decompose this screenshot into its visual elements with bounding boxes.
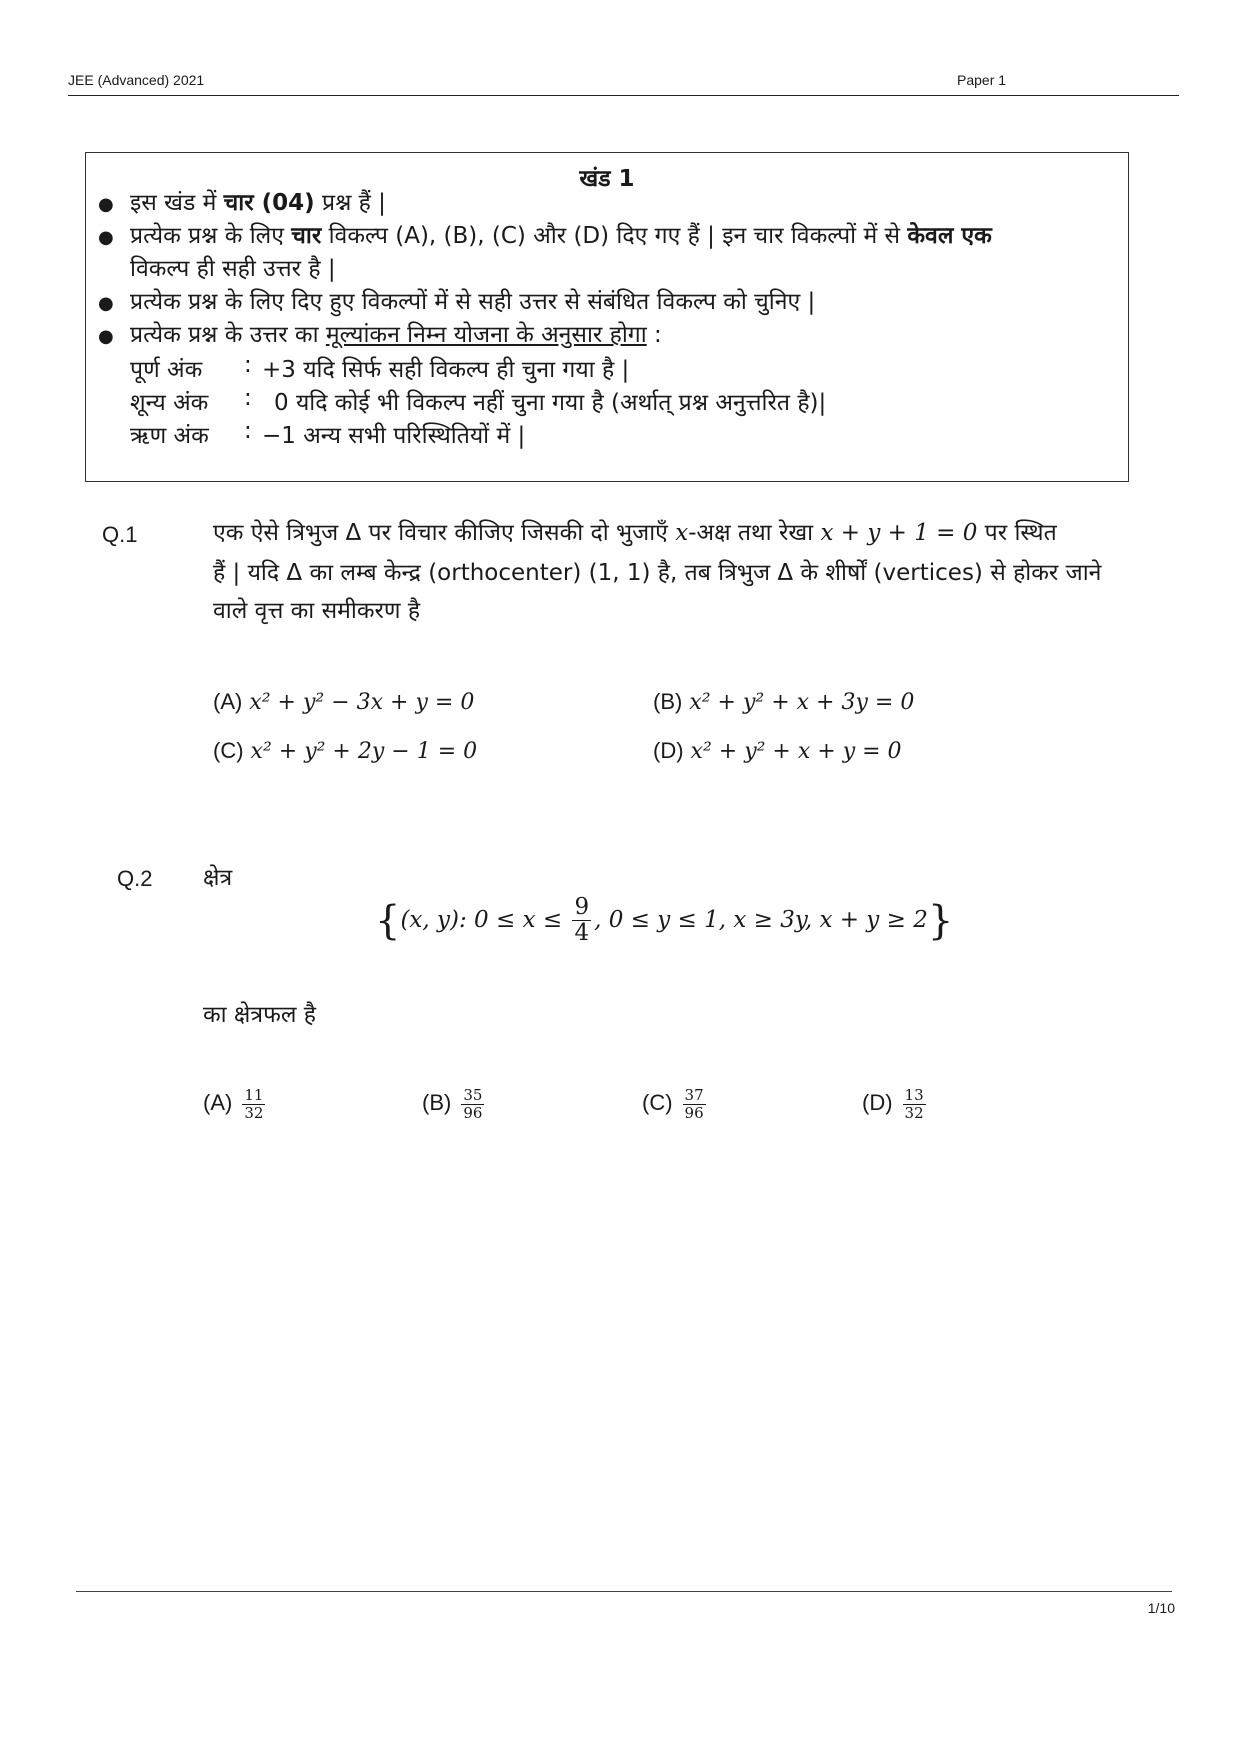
question-1-option-d[interactable]: (D) x² + y² + x + y = 0 xyxy=(653,738,902,764)
paper-label: Paper 1 xyxy=(957,72,1007,88)
question-1-option-a[interactable]: (A) x² + y² − 3x + y = 0 xyxy=(213,689,475,715)
fraction: $\frac{13}{32}$ xyxy=(904,1086,924,1122)
fraction: $\frac{37}{96}$ xyxy=(684,1086,704,1122)
marking-zero-value: 0 यदि कोई भी विकल्प नहीं चुना गया है (अर्थात् प्रश्न अनुत्तरित है)| xyxy=(274,390,827,416)
question-1-line-3: वाले वृत्त का समीकरण है xyxy=(213,598,421,624)
question-1-number: Q.1 xyxy=(102,522,138,547)
bullet-icon: ● xyxy=(98,326,114,347)
fraction: $\frac{11}{32}$ xyxy=(244,1086,264,1122)
question-2-option-a[interactable]: (A) $\frac{11}{32}$ xyxy=(203,1086,264,1122)
footer-divider xyxy=(76,1591,1172,1592)
fraction: $\frac{9}{4}$ xyxy=(574,894,590,947)
question-2-number: Q.2 xyxy=(117,866,153,891)
section-instructions-box xyxy=(85,152,1129,482)
bullet-icon: ● xyxy=(98,194,114,215)
marking-colon: : xyxy=(244,352,252,378)
page-number: 1/10 xyxy=(1147,1600,1175,1616)
instruction-4: प्रत्येक प्रश्न के उत्तर का मूल्यांकन निम्न योजना के अनुसार होगा : xyxy=(130,322,662,348)
instruction-1: इस खंड में चार (04) प्रश्न हैं | xyxy=(130,190,386,216)
question-2-region-expression: {(x, y): 0 ≤ x ≤ $\frac{9}{4}$ , 0 ≤ y ≤ 1, x ≥ 3y, x + y ≥ 2} xyxy=(375,894,954,947)
section-title: खंड 1 xyxy=(579,166,635,192)
question-1-line-2: हैं | यदि Δ का लम्ब केन्द्र (orthocenter) (1, 1) है, तब त्रिभुज Δ के शीर्षों (vertices) से होकर जाने xyxy=(213,560,1102,586)
question-2-option-c[interactable]: (C) $\frac{37}{96}$ xyxy=(642,1086,704,1122)
exam-title: JEE (Advanced) 2021 xyxy=(68,72,205,88)
bullet-icon: ● xyxy=(98,293,114,314)
question-1-option-b[interactable]: (B) x² + y² + x + 3y = 0 xyxy=(653,689,915,715)
fraction: $\frac{35}{96}$ xyxy=(463,1086,483,1122)
question-2-option-d[interactable]: (D) $\frac{13}{32}$ xyxy=(862,1086,924,1122)
instruction-2: प्रत्येक प्रश्न के लिए चार विकल्प (A), (B), (C) और (D) दिए गए हैं | इन चार विकल्पों में से केवल एक xyxy=(130,223,992,249)
question-1-option-c[interactable]: (C) x² + y² + 2y − 1 = 0 xyxy=(213,738,478,764)
bullet-icon: ● xyxy=(98,227,114,248)
marking-zero-label: शून्य अंक xyxy=(130,390,209,416)
header-divider xyxy=(68,95,1179,96)
marking-colon: : xyxy=(244,385,252,411)
question-2-tail: का क्षेत्रफल है xyxy=(203,1002,316,1028)
instruction-2-continued: विकल्प ही सही उत्तर है | xyxy=(130,256,336,282)
marking-negative-value: −1 अन्य सभी परिस्थितियों में | xyxy=(262,423,526,449)
question-1-line-1: एक ऐसे त्रिभुज Δ पर विचार कीजिए जिसकी दो भुजाएँ x-अक्ष तथा रेखा x + y + 1 = 0 पर स्थित xyxy=(213,520,1057,546)
question-2-option-b[interactable]: (B) $\frac{35}{96}$ xyxy=(422,1086,483,1122)
question-2-lead: क्षेत्र xyxy=(203,865,233,891)
marking-colon: : xyxy=(244,418,252,444)
marking-negative-label: ऋण अंक xyxy=(130,423,209,449)
marking-full-label: पूर्ण अंक xyxy=(130,357,203,383)
marking-full-value: +3 यदि सिर्फ सही विकल्प ही चुना गया है | xyxy=(262,357,630,383)
instruction-3: प्रत्येक प्रश्न के लिए दिए हुए विकल्पों में से सही उत्तर से संबंधित विकल्प को चुनिए | xyxy=(130,289,816,315)
